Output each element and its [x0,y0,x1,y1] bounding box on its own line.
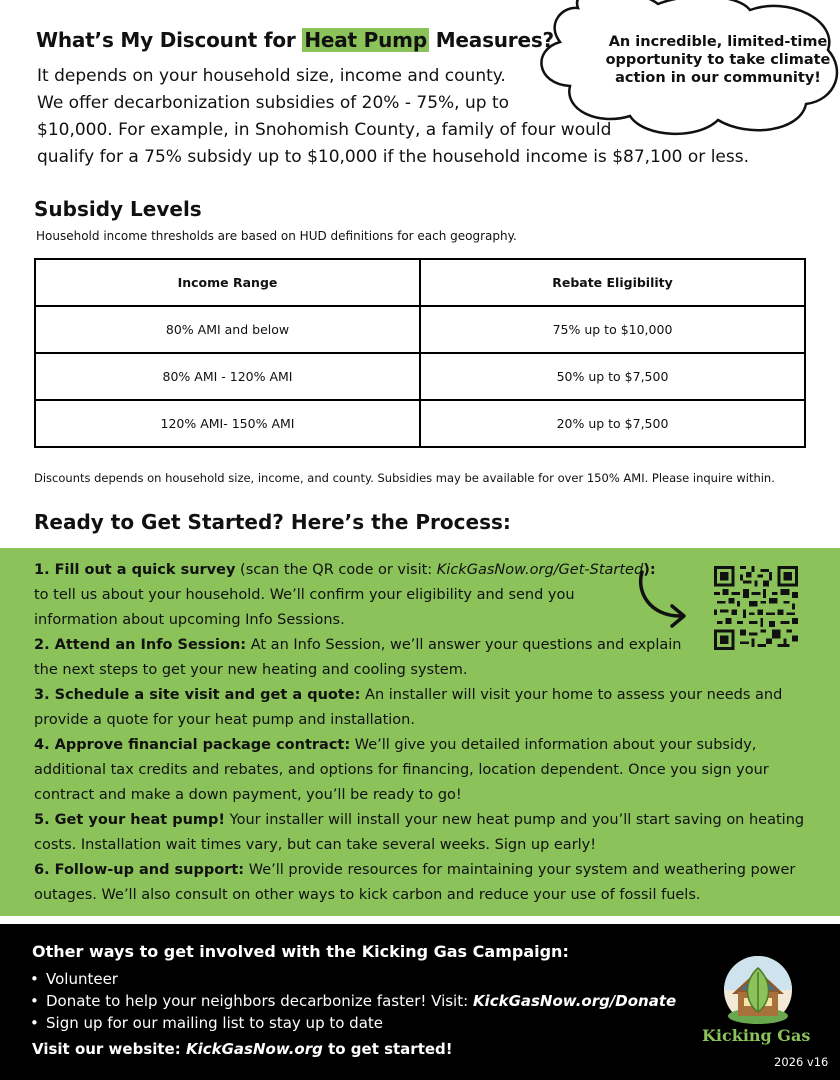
logo-text: Kicking Gas [702,1026,811,1045]
step-5-line: costs. Installation wait times vary, but can take several weeks. Sign up early! [34,837,597,853]
table-row [35,306,805,353]
get-started-link[interactable]: KickGasNow.org/Get-Started [436,562,644,578]
step-4 [34,733,756,758]
step-1 [34,558,656,583]
intro-line: We offer decarbonization subsidies of 20% - 75%, up to [37,93,510,113]
heat-pump-highlight: Heat Pump [304,28,427,52]
step-2-title: 2. Attend an Info Session: [34,637,247,653]
kicking-gas-logo [716,950,800,1024]
step-1-line: information about upcoming Info Sessions. [34,612,345,628]
step-6-title: 6. Follow-up and support: [34,862,245,878]
visit-website [32,1040,453,1058]
subsidy-note: Household income thresholds are based on HUD definitions for each geography. [36,229,517,243]
step-2 [34,633,682,658]
involvement-list [30,968,676,1034]
list-item [30,1012,676,1034]
step-5-title: 5. Get your heat pump! [34,812,226,828]
step-3-line: provide a quote for your heat pump and installation. [34,712,415,728]
step-2-line: the next steps to get your new heating and cooling system. [34,662,468,678]
donate-text: Donate to help your neighbors decarbonize faster! Visit: [46,992,473,1010]
step-3-text: An installer will visit your home to assess your needs and [360,687,783,703]
rebate-cell: 20% up to $7,500 [420,400,805,447]
callout-line: opportunity to take climate [605,52,831,68]
column-header-rebate-eligibility: Rebate Eligibility [420,259,805,306]
step-4-line: additional tax credits and rebates, and options for financing, location dependent. Once you sign your [34,762,769,778]
intro-line: qualify for a 75% subsidy up to $10,000 if the household income is $87,100 or less. [37,147,749,167]
visit-text-end: to get started! [322,1040,453,1058]
callout-line: An incredible, limited-time [608,34,828,50]
rebate-cell: 50% up to $7,500 [420,353,805,400]
intro-title [36,28,554,52]
table-row [35,353,805,400]
callout-line: action in our community! [615,70,821,86]
intro-title-post: Measures? [428,28,554,52]
footer-heading: Other ways to get involved with the Kicking Gas Campaign: [32,942,569,961]
step-5-text: Your installer will install your new heat pump and you’ll start saving on heating [225,812,805,828]
curved-arrow-icon [634,566,694,630]
visit-text: Visit our website: [32,1040,186,1058]
subsidy-footnote: Discounts depends on household size, income, and county. Subsidies may be available for over 150% AMI. Please inquire within. [34,471,775,485]
volunteer-text: Volunteer [46,970,118,988]
step-1-text: (scan the QR code or visit: [235,562,437,578]
rebate-cell: 75% up to $10,000 [420,306,805,353]
step-3 [34,683,782,708]
intro-line: It depends on your household size, income and county. [37,66,506,86]
intro-line: $10,000. For example, in Snohomish County, a family of four would [37,120,612,140]
table-header-row [35,259,805,306]
column-header-income-range: Income Range [35,259,420,306]
donate-link[interactable]: KickGasNow.org/Donate [472,992,677,1010]
income-range-cell: 120% AMI- 150% AMI [35,400,420,447]
subsidy-heading: Subsidy Levels [34,197,202,221]
step-4-title: 4. Approve financial package contract: [34,737,351,753]
website-link[interactable]: KickGasNow.org [185,1040,323,1058]
qr-code-icon[interactable] [714,566,798,650]
version-label: 2026 v16 [774,1055,829,1069]
intro-title-pre: What’s My Discount for [36,28,303,52]
list-item [30,968,676,990]
step-1-line: to tell us about your household. We’ll confirm your eligibility and send you [34,587,575,603]
step-4-line: contract and make a down payment, you’ll be ready to go! [34,787,462,803]
step-1-title: 1. Fill out a quick survey [34,562,236,578]
step-6 [34,858,795,883]
step-6-text: We’ll provide resources for maintaining your system and weathering power [244,862,796,878]
step-3-title: 3. Schedule a site visit and get a quote: [34,687,361,703]
step-2-text: At an Info Session, we’ll answer your questions and explain [246,637,682,653]
step-5 [34,808,804,833]
mailing-list-text: Sign up for our mailing list to stay up to date [46,1014,384,1032]
income-range-cell: 80% AMI - 120% AMI [35,353,420,400]
step-6-line: outages. We’ll also consult on other ways to kick carbon and reduce your use of fossil fuels. [34,887,701,903]
step-4-text: We’ll give you detailed information about your subsidy, [350,737,757,753]
cloud-callout-text [600,33,836,87]
step-1-colon: ): [643,562,656,578]
income-range-cell: 80% AMI and below [35,306,420,353]
table-row [35,400,805,447]
subsidy-table [34,258,806,448]
process-heading: Ready to Get Started? Here’s the Process: [34,510,511,534]
list-item [30,990,676,1012]
